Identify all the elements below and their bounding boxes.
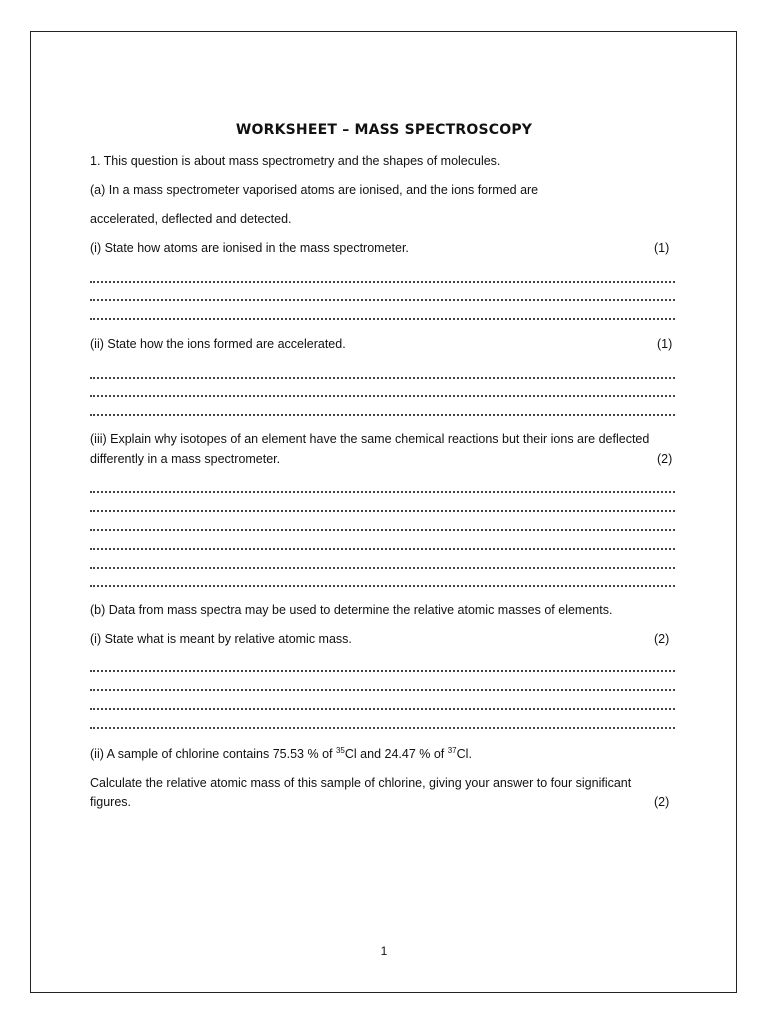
answer-line[interactable] (90, 279, 675, 283)
answer-line[interactable] (90, 565, 675, 569)
part-a-text-line-2: accelerated, deflected and detected. (90, 212, 292, 226)
isotope-mass-35: 35 (335, 746, 345, 755)
isotope-symbol-cl-2: Cl. (456, 747, 472, 761)
calc-instruction-line-2: figures. (90, 795, 131, 809)
question-a-i: (i) State how atoms are ionised in the mass spectrometer. (90, 241, 409, 255)
question-a-iii-line-2: differently in a mass spectrometer. (90, 452, 281, 466)
isotope-mass-37: 37 (447, 746, 457, 755)
page-number: 1 (380, 944, 388, 958)
part-a-text-line-1: (a) In a mass spectrometer vaporised atoms are ionised, and the ions formed are (90, 183, 539, 197)
answer-line[interactable] (90, 508, 675, 512)
question-b-ii-prefix: (ii) A sample of chlorine contains 75.53 % of (90, 747, 336, 761)
part-b-intro: (b) Data from mass spectra may be used to determine the relative atomic masses of elements. (90, 603, 613, 617)
marks-a-iii: (2) (657, 452, 673, 466)
answer-line[interactable] (90, 583, 675, 587)
answer-line[interactable] (90, 687, 675, 691)
answer-line[interactable] (90, 527, 675, 531)
question-a-iii-line-1: (iii) Explain why isotopes of an element have the same chemical reactions but their ions are deflected (90, 432, 650, 446)
answer-line[interactable] (90, 725, 675, 729)
answer-line[interactable] (90, 706, 675, 710)
marks-b-i: (2) (654, 632, 670, 646)
calc-instruction-line-1: Calculate the relative atomic mass of this sample of chlorine, giving your answer to four significant (90, 776, 632, 790)
answer-line[interactable] (90, 375, 675, 379)
worksheet-title: WORKSHEET – MASS SPECTROSCOPY (235, 122, 533, 138)
answer-line[interactable] (90, 668, 675, 672)
question-intro: 1. This question is about mass spectrometry and the shapes of molecules. (90, 154, 501, 168)
answer-line[interactable] (90, 393, 675, 397)
isotope-symbol-cl: Cl (344, 747, 357, 761)
question-b-ii-middle: and 24.47 % of (356, 747, 448, 761)
question-a-ii: (ii) State how the ions formed are accelerated. (90, 337, 346, 351)
question-b-i: (i) State what is meant by relative atomic mass. (90, 632, 352, 646)
marks-a-i: (1) (654, 241, 670, 255)
page-border (30, 31, 737, 993)
marks-b-ii: (2) (654, 795, 670, 809)
answer-line[interactable] (90, 489, 675, 493)
answer-line[interactable] (90, 297, 675, 301)
question-b-ii (90, 747, 472, 762)
answer-line[interactable] (90, 316, 675, 320)
answer-line[interactable] (90, 412, 675, 416)
marks-a-ii: (1) (657, 337, 673, 351)
answer-line[interactable] (90, 546, 675, 550)
